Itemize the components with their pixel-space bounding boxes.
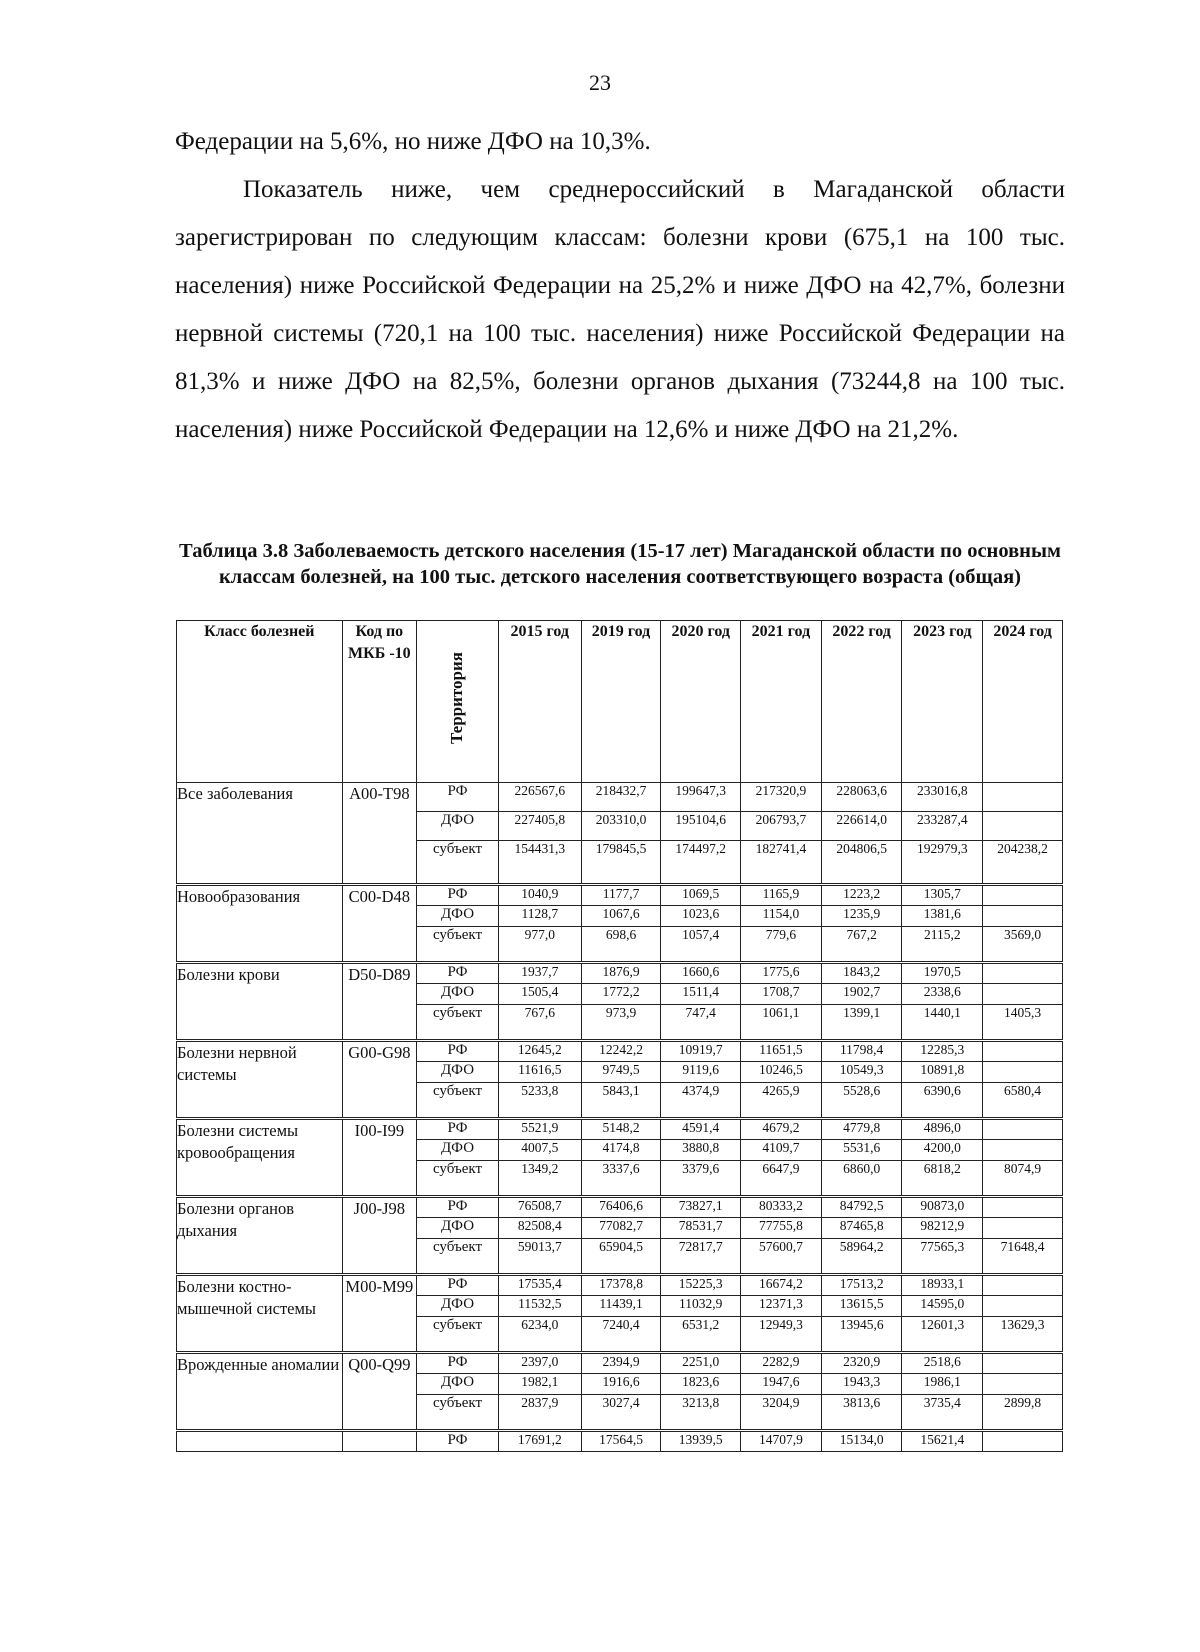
value-cell: 7240,4 [581,1317,661,1353]
table-header-row [177,621,1063,783]
value-cell: 1405,3 [983,1005,1063,1041]
territory-cell: РФ [417,1353,499,1374]
value-cell: 16674,2 [741,1275,822,1296]
value-cell: 226614,0 [821,812,902,841]
value-cell: 3337,6 [581,1161,661,1197]
value-cell: 5528,6 [821,1083,902,1119]
value-cell [983,1353,1063,1374]
header-territory-label: Территория [447,651,467,744]
header-year: 2021 год [741,621,822,783]
value-cell: 1057,4 [661,927,741,963]
morbidity-table [176,620,1063,1452]
icd-code-cell: G00-G98 [342,1041,417,1119]
value-cell: 767,2 [821,927,902,963]
table-row [177,1353,1063,1374]
value-cell: 14707,9 [741,1431,822,1452]
value-cell [983,1374,1063,1395]
value-cell: 2837,9 [498,1395,581,1431]
value-cell: 3379,6 [661,1161,741,1197]
value-cell: 182741,4 [741,841,822,885]
table-row [177,783,1063,812]
header-class: Класс болезней [177,621,343,783]
value-cell: 11651,5 [741,1041,822,1062]
value-cell: 10919,7 [661,1041,741,1062]
territory-cell: РФ [417,1275,499,1296]
territory-cell: субъект [417,1239,499,1275]
value-cell: 9119,6 [661,1062,741,1083]
territory-cell: субъект [417,1161,499,1197]
value-cell: 1660,6 [661,963,741,984]
value-cell: 1154,0 [741,906,822,927]
value-cell [983,1218,1063,1239]
value-cell: 12601,3 [902,1317,983,1353]
value-cell: 65904,5 [581,1239,661,1275]
value-cell: 13629,3 [983,1317,1063,1353]
value-cell: 10891,8 [902,1062,983,1083]
value-cell: 10246,5 [741,1062,822,1083]
value-cell: 12242,2 [581,1041,661,1062]
value-cell [983,812,1063,841]
table-row [177,885,1063,906]
value-cell: 2115,2 [902,927,983,963]
value-cell: 12645,2 [498,1041,581,1062]
table-row [177,1197,1063,1218]
territory-cell: РФ [417,1041,499,1062]
value-cell: 1235,9 [821,906,902,927]
value-cell: 2338,6 [902,984,983,1005]
header-year: 2024 год [983,621,1063,783]
value-cell: 15621,4 [902,1431,983,1452]
value-cell: 767,6 [498,1005,581,1041]
value-cell: 76508,7 [498,1197,581,1218]
disease-class-cell: Новообразования [177,885,343,963]
value-cell: 1128,7 [498,906,581,927]
icd-code-cell: J00-J98 [342,1197,417,1275]
value-cell [983,1140,1063,1161]
value-cell: 3027,4 [581,1395,661,1431]
value-cell: 4265,9 [741,1083,822,1119]
value-cell: 4374,9 [661,1083,741,1119]
value-cell: 1876,9 [581,963,661,984]
disease-class-cell: Болезни костно-мышечной системы [177,1275,343,1353]
value-cell: 80333,2 [741,1197,822,1218]
value-cell: 698,6 [581,927,661,963]
disease-class-cell [177,1431,343,1452]
disease-class-cell: Болезни нервной системы [177,1041,343,1119]
value-cell: 17564,5 [581,1431,661,1452]
value-cell [983,1119,1063,1140]
value-cell: 71648,4 [983,1239,1063,1275]
value-cell [983,1296,1063,1317]
icd-code-cell: I00-I99 [342,1119,417,1197]
value-cell: 206793,7 [741,812,822,841]
territory-cell: субъект [417,1317,499,1353]
value-cell: 9749,5 [581,1062,661,1083]
value-cell: 2320,9 [821,1353,902,1374]
table-row [177,1119,1063,1140]
value-cell: 1823,6 [661,1374,741,1395]
value-cell: 4591,4 [661,1119,741,1140]
territory-cell: субъект [417,841,499,885]
territory-cell: ДФО [417,812,499,841]
value-cell: 203310,0 [581,812,661,841]
value-cell: 204238,2 [983,841,1063,885]
value-cell [983,1275,1063,1296]
value-cell: 192979,3 [902,841,983,885]
value-cell: 1165,9 [741,885,822,906]
territory-cell: ДФО [417,1062,499,1083]
value-cell [983,1431,1063,1452]
value-cell: 226567,6 [498,783,581,812]
value-cell: 6860,0 [821,1161,902,1197]
value-cell: 1040,9 [498,885,581,906]
icd-code-cell: M00-M99 [342,1275,417,1353]
value-cell [983,963,1063,984]
value-cell: 1937,7 [498,963,581,984]
value-cell: 1775,6 [741,963,822,984]
value-cell [983,1197,1063,1218]
value-cell: 5233,8 [498,1083,581,1119]
value-cell: 1511,4 [661,984,741,1005]
value-cell: 218432,7 [581,783,661,812]
value-cell: 5843,1 [581,1083,661,1119]
value-cell: 13615,5 [821,1296,902,1317]
value-cell: 227405,8 [498,812,581,841]
value-cell: 12285,3 [902,1041,983,1062]
value-cell: 4174,8 [581,1140,661,1161]
value-cell: 1305,7 [902,885,983,906]
value-cell: 4679,2 [741,1119,822,1140]
territory-cell: РФ [417,963,499,984]
value-cell: 4007,5 [498,1140,581,1161]
value-cell: 1069,5 [661,885,741,906]
value-cell: 84792,5 [821,1197,902,1218]
value-cell [983,1062,1063,1083]
value-cell: 3880,8 [661,1140,741,1161]
value-cell: 3213,8 [661,1395,741,1431]
value-cell: 195104,6 [661,812,741,841]
value-cell: 2394,9 [581,1353,661,1374]
header-year: 2020 год [661,621,741,783]
value-cell: 15134,0 [821,1431,902,1452]
value-cell: 12371,3 [741,1296,822,1317]
header-year: 2022 год [821,621,902,783]
value-cell: 15225,3 [661,1275,741,1296]
value-cell: 14595,0 [902,1296,983,1317]
value-cell: 11532,5 [498,1296,581,1317]
territory-cell: субъект [417,1083,499,1119]
territory-cell: ДФО [417,1374,499,1395]
value-cell: 2282,9 [741,1353,822,1374]
disease-class-cell: Болезни системы кровообращения [177,1119,343,1197]
value-cell: 2251,0 [661,1353,741,1374]
value-cell: 747,4 [661,1005,741,1041]
value-cell: 1440,1 [902,1005,983,1041]
value-cell: 11616,5 [498,1062,581,1083]
value-cell: 17513,2 [821,1275,902,1296]
value-cell: 77565,3 [902,1239,983,1275]
value-cell: 1708,7 [741,984,822,1005]
value-cell: 77755,8 [741,1218,822,1239]
value-cell: 82508,4 [498,1218,581,1239]
value-cell: 77082,7 [581,1218,661,1239]
value-cell: 1902,7 [821,984,902,1005]
value-cell: 5521,9 [498,1119,581,1140]
value-cell: 3813,6 [821,1395,902,1431]
value-cell: 10549,3 [821,1062,902,1083]
value-cell: 57600,7 [741,1239,822,1275]
value-cell: 217320,9 [741,783,822,812]
value-cell: 179845,5 [581,841,661,885]
header-year: 2019 год [581,621,661,783]
value-cell: 2518,6 [902,1353,983,1374]
value-cell: 6234,0 [498,1317,581,1353]
value-cell [983,906,1063,927]
value-cell: 1061,1 [741,1005,822,1041]
value-cell: 12949,3 [741,1317,822,1353]
value-cell: 1970,5 [902,963,983,984]
header-code: Код по МКБ -10 [342,621,417,783]
value-cell: 4200,0 [902,1140,983,1161]
header-year: 2023 год [902,621,983,783]
icd-code-cell: A00-T98 [342,783,417,885]
territory-cell: ДФО [417,1218,499,1239]
value-cell: 18933,1 [902,1275,983,1296]
value-cell: 174497,2 [661,841,741,885]
value-cell: 1986,1 [902,1374,983,1395]
value-cell: 1399,1 [821,1005,902,1041]
value-cell: 58964,2 [821,1239,902,1275]
value-cell: 1177,7 [581,885,661,906]
value-cell: 76406,6 [581,1197,661,1218]
territory-cell: ДФО [417,906,499,927]
icd-code-cell: D50-D89 [342,963,417,1041]
value-cell: 8074,9 [983,1161,1063,1197]
value-cell: 3204,9 [741,1395,822,1431]
value-cell: 98212,9 [902,1218,983,1239]
value-cell: 233287,4 [902,812,983,841]
value-cell: 6647,9 [741,1161,822,1197]
value-cell: 3569,0 [983,927,1063,963]
value-cell: 3735,4 [902,1395,983,1431]
icd-code-cell [342,1431,417,1452]
value-cell: 4896,0 [902,1119,983,1140]
territory-cell: субъект [417,1395,499,1431]
territory-cell: РФ [417,1431,499,1452]
value-cell: 6390,6 [902,1083,983,1119]
value-cell: 1223,2 [821,885,902,906]
value-cell: 1916,6 [581,1374,661,1395]
value-cell [983,1041,1063,1062]
paragraph-body: Показатель ниже, чем среднероссийский в Магаданской области зарегистрирован по следующим классам: болезни крови (675,1 на 100 тыс. населения) ниже Российской Федерации на 25,2% и ниже ДФО на 42,7%, болезни нервной системы (720,1 на 100 тыс. населения) ниже Российской Федерации на 81,3% и ниже ДФО на 82,5%, болезни органов дыхания (73244,8 на 100 тыс. населения) ниже Российской Федерации на 12,6% и ниже ДФО на 21,2%. [175,176,1065,443]
icd-code-cell: Q00-Q99 [342,1353,417,1431]
value-cell: 228063,6 [821,783,902,812]
value-cell [983,984,1063,1005]
table-body [177,783,1063,1452]
value-cell: 72817,7 [661,1239,741,1275]
value-cell: 6531,2 [661,1317,741,1353]
value-cell: 87465,8 [821,1218,902,1239]
value-cell [983,885,1063,906]
value-cell: 59013,7 [498,1239,581,1275]
territory-cell: ДФО [417,1140,499,1161]
value-cell: 5148,2 [581,1119,661,1140]
value-cell: 1843,2 [821,963,902,984]
territory-cell: ДФО [417,1296,499,1317]
value-cell: 1943,3 [821,1374,902,1395]
table-title: Таблица 3.8 Заболеваемость детского населения (15-17 лет) Магаданской области по основным классам болезней, на 100 тыс. детского населения соответствующего возраста (общая) [179,540,1061,588]
value-cell: 1772,2 [581,984,661,1005]
value-cell: 11798,4 [821,1041,902,1062]
value-cell: 2899,8 [983,1395,1063,1431]
territory-cell: РФ [417,1119,499,1140]
territory-cell: РФ [417,783,499,812]
value-cell: 1982,1 [498,1374,581,1395]
table-row [177,1431,1063,1452]
value-cell [983,783,1063,812]
territory-cell: субъект [417,1005,499,1041]
value-cell: 13939,5 [661,1431,741,1452]
territory-cell: ДФО [417,984,499,1005]
value-cell: 4109,7 [741,1140,822,1161]
icd-code-cell: C00-D48 [342,885,417,963]
value-cell: 1381,6 [902,906,983,927]
value-cell: 13945,6 [821,1317,902,1353]
value-cell: 204806,5 [821,841,902,885]
territory-cell: РФ [417,1197,499,1218]
value-cell: 17691,2 [498,1431,581,1452]
value-cell: 6580,4 [983,1083,1063,1119]
value-cell: 1349,2 [498,1161,581,1197]
value-cell: 1067,6 [581,906,661,927]
disease-class-cell: Все заболевания [177,783,343,885]
disease-class-cell: Врожденные аномалии [177,1353,343,1431]
territory-cell: РФ [417,885,499,906]
table-row [177,1275,1063,1296]
table-row [177,963,1063,984]
value-cell: 2397,0 [498,1353,581,1374]
disease-class-cell: Болезни органов дыхания [177,1197,343,1275]
value-cell: 154431,3 [498,841,581,885]
value-cell: 1505,4 [498,984,581,1005]
territory-cell: субъект [417,927,499,963]
value-cell: 233016,8 [902,783,983,812]
disease-class-cell: Болезни крови [177,963,343,1041]
value-cell: 11032,9 [661,1296,741,1317]
value-cell: 17535,4 [498,1275,581,1296]
value-cell: 5531,6 [821,1140,902,1161]
table-row [177,1041,1063,1062]
value-cell: 4779,8 [821,1119,902,1140]
value-cell: 779,6 [741,927,822,963]
value-cell: 1023,6 [661,906,741,927]
value-cell: 11439,1 [581,1296,661,1317]
header-territory [417,621,499,783]
value-cell: 17378,8 [581,1275,661,1296]
value-cell: 73827,1 [661,1197,741,1218]
header-year: 2015 год [498,621,581,783]
value-cell: 973,9 [581,1005,661,1041]
value-cell: 199647,3 [661,783,741,812]
value-cell: 6818,2 [902,1161,983,1197]
value-cell: 977,0 [498,927,581,963]
page-number: 23 [589,70,611,95]
value-cell: 1947,6 [741,1374,822,1395]
value-cell: 78531,7 [661,1218,741,1239]
value-cell: 90873,0 [902,1197,983,1218]
paragraph-intro: Федерации на 5,6%, но ниже ДФО на 10,3%. [175,128,651,155]
